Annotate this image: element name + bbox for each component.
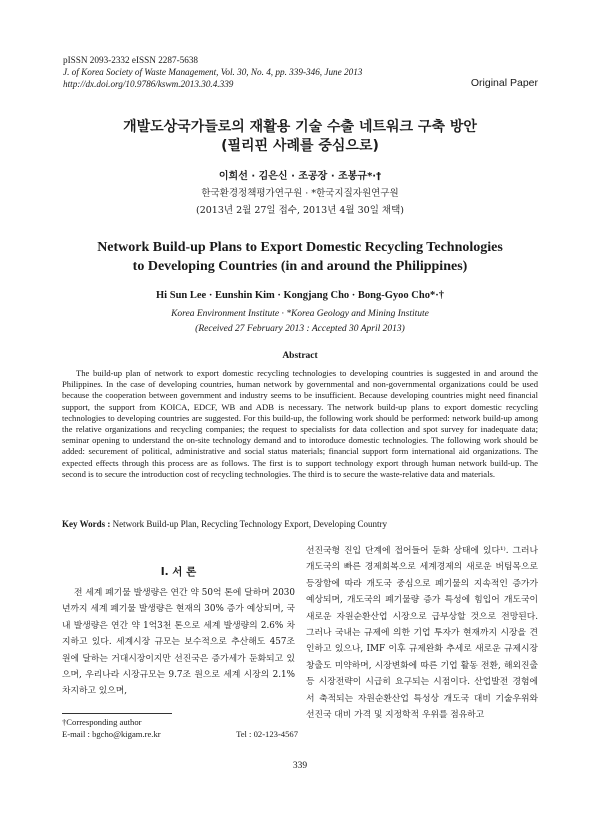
doi-link[interactable]: http://dx.doi.org/10.9786/kswm.2013.30.4.339 [63,79,234,89]
corresponding-label: †Corresponding author [62,717,142,727]
korean-title-line2: (필리핀 사례를 중심으로) [221,138,379,154]
keywords [62,519,538,529]
author-tel: Tel : 02-123-4567 [236,728,298,739]
korean-title-line1: 개발도상국가들로의 재활용 기술 수출 네트워크 구축 방안 [123,119,477,135]
korean-title [40,118,560,156]
body-column-left: 전 세계 폐기물 발생량은 연간 약 50억 톤에 달하며 2030년까지 세계 폐기물 발생량은 현재의 30% 증가 예상되며, 국내 발생량은 연간 약 1억3천 톤으로 세계 발생량의 2.6% 차지하고 있다. 세계시장 규모는 보수적으로 추산해도 457조 원에 달하는 거대시장이지만 선진국은 증가세가 둔화되고 있으며, 우리나라 시장규모는 9.7조 원으로 세계 시장의 2.1% 차지하고 있으며, [62,588,295,697]
page-number: 339 [292,761,308,771]
english-received-date: (Received 27 February 2013 : Accepted 30 April 2013) [195,324,405,334]
section-heading-introduction: I. 서 론 [160,566,197,578]
korean-received-date: (2013년 2월 27일 접수, 2013년 4월 30일 채택) [196,205,404,216]
abstract-text: The build-up plan of network to export domestic recycling technologies to developing countries is suggested in and around the Philippines. In the case of developing countries, human network by governmental and non-governmental organizations could be used because the cooperation between government and industry seems to be insufficient. Because developing countries might need financial support, the support from KOICA, EDCF, WB and ADB is necessary. The network build-up plans to export domestic recycling technologies to developing countries are suggested. For this build-up, the following work should be performed: network build-up among the relative organizations and recycling companies; the request to specialists for data collection and spot survey for inadequate data; seminar opening to understand the on-site technology demand and to intoroduce domestic technologies. The following work should be added: securement of political, administrative and social status materials; financial support form international aid organizations. The expected effects through this process are as follows. The first is to support technology export through human network build-up. The second is to secure the introduction cost of recycling technologies. The third is to secure the waste-relative data and materials. [62,368,538,479]
keywords-label: Key Words : [62,519,111,529]
english-title-line2: to Developing Countries (in and around the Philippines) [132,259,468,274]
footnote-divider [62,713,172,714]
issn-line: pISSN 2093-2332 eISSN 2287-5638 [63,55,199,65]
author-email[interactable]: E-mail : bgcho@kigam.re.kr [62,728,161,739]
korean-affiliation: 한국환경정책평가연구원 · *한국지질자원연구원 [201,188,399,199]
english-title-line1: Network Build-up Plans to Export Domestic Recycling Technologies [97,240,503,255]
keywords-text: Network Build-up Plan, Recycling Technology Export, Developing Country [112,519,388,529]
paper-type-label: Original Paper [470,77,538,89]
english-affiliation: Korea Environment Institute · *Korea Geology and Mining Institute [171,309,429,319]
english-title [40,238,560,276]
abstract-heading: Abstract [282,351,318,361]
journal-citation: J. of Korea Society of Waste Management, Vol. 30, No. 4, pp. 339-346, June 2013 [63,67,363,77]
corresponding-author-footnote [62,717,298,740]
english-authors: Hi Sun Lee · Eunshin Kim · Kongjang Cho · Bong-Gyoo Cho*·† [156,290,444,301]
body-column-right: 선진국형 진입 단계에 접어들어 둔화 상태에 있다¹⁾. 그러나 개도국의 빠른 경제회복으로 세계경제의 새로운 버팀목으로 등장함에 따라 개도국 중심으로 폐기물의 지속적인 증가가 예상되며, 개도국의 폐기물량 증가 특성에 힘입어 개도국이 새로운 자원순환산업 시장으로 급부상할 것으로 전망된다. 그러나 국내는 규제에 의한 기업 투자가 현재까지 시장을 견인하고 있으나, IMF 이후 규제완화 추세로 새로운 규제시장 창출도 미약하며, 시장변화에 따른 기업 활동 전환, 해외진출 등 시장전략이 시급히 요구되는 시점이다. 산업발전 경험에서 축적되는 자원순환산업 특성상 개도국 대비 기술우위와 선진국 대비 가격 및 지정학적 우위를 점유하고 [306,546,538,721]
korean-authors: 이희선 · 김은신 · 조공장 · 조봉규*·† [218,171,382,182]
